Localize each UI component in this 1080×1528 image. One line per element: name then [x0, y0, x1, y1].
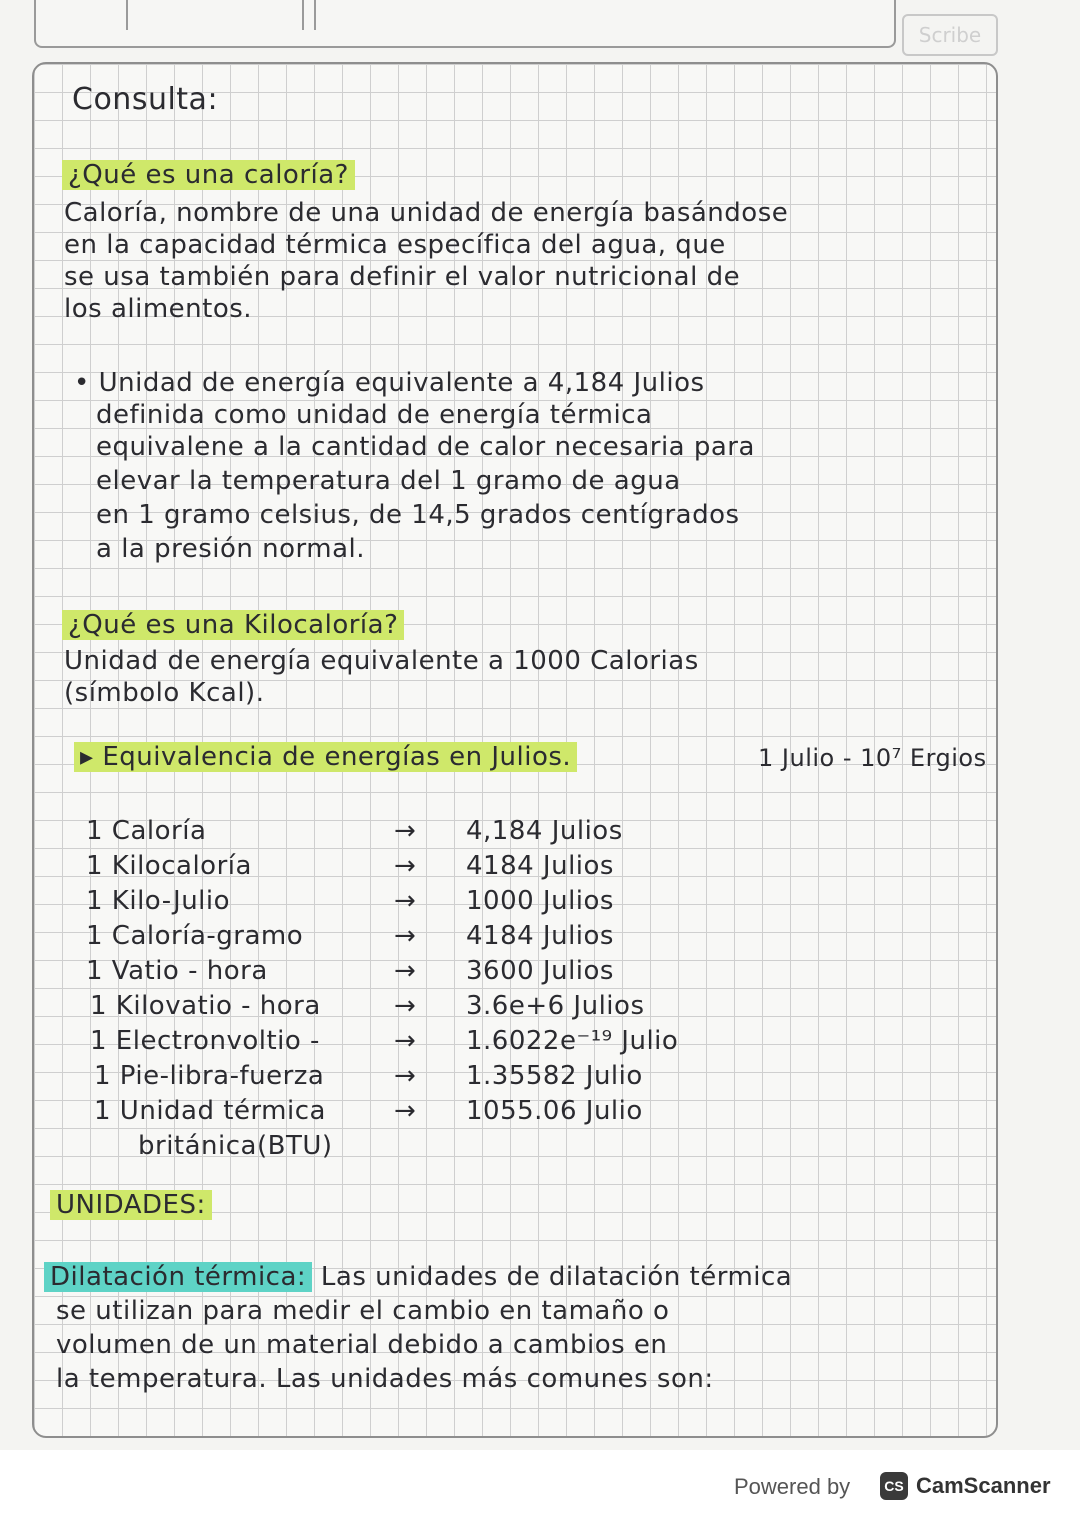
paragraph-line: (símbolo Kcal). [64, 678, 265, 708]
equivalence-unit: 1 Pie-libra-fuerza [94, 1061, 325, 1091]
equivalence-arrow: → [394, 1061, 417, 1091]
paragraph-line: los alimentos. [64, 294, 253, 324]
equivalence-arrow: → [394, 1026, 417, 1056]
equivalence-arrow: → [394, 991, 417, 1021]
equivalence-value: 1055.06 Julio [466, 1096, 643, 1126]
equivalence-value: 3.6e+6 Julios [466, 991, 645, 1021]
paragraph-line: Caloría, nombre de una unidad de energía basándose [64, 198, 789, 228]
equivalence-value: 3600 Julios [466, 956, 614, 986]
bullet-line: • Unidad de energía equivalente a 4,184 Julios [74, 368, 705, 398]
paragraph-line: la temperatura. Las unidades más comunes son: [56, 1364, 714, 1394]
bullet-line: elevar la temperatura del 1 gramo de agua [96, 466, 681, 496]
camscanner-brand: CamScanner [916, 1473, 1051, 1498]
paragraph-line: en la capacidad térmica específica del agua, que [64, 230, 726, 260]
julio-ergios-note: 1 Julio - 10⁷ Ergios [758, 744, 987, 772]
bullet-line: en 1 gramo celsius, de 14,5 grados centígrados [96, 500, 740, 530]
camscanner-logo-icon: CS [880, 1472, 908, 1500]
dilatacion-line: Dilatación térmica: Las unidades de dilatación térmica [44, 1262, 792, 1292]
equivalence-arrow: → [394, 816, 417, 846]
equivalence-arrow: → [394, 956, 417, 986]
equivalence-value: 1000 Julios [466, 886, 614, 916]
notebook-top-strip [34, 0, 896, 48]
equivalence-arrow: → [394, 886, 417, 916]
scribe-label: Scribe [902, 14, 998, 56]
equivalence-unit: 1 Kilovatio - hora [90, 991, 321, 1021]
equivalence-value: 1.35582 Julio [466, 1061, 643, 1091]
equivalence-unit: 1 Unidad térmica [94, 1096, 326, 1126]
equivalence-unit: 1 Caloría [86, 816, 207, 846]
equivalence-arrow: → [394, 851, 417, 881]
equivalence-arrow: → [394, 1096, 417, 1126]
page-title: Consulta: [72, 82, 219, 117]
equivalence-unit: 1 Kilo-Julio [86, 886, 231, 916]
question-caloria: ¿Qué es una caloría? [62, 160, 355, 190]
equivalence-value: 4,184 Julios [466, 816, 623, 846]
unidades-heading: UNIDADES: [50, 1190, 212, 1220]
question-kilocaloria: ¿Qué es una Kilocaloría? [62, 610, 404, 640]
equivalence-value: 1.6022e⁻¹⁹ Julio [466, 1026, 679, 1056]
bullet-line: a la presión normal. [96, 534, 366, 564]
equivalence-unit: 1 Electronvoltio - [90, 1026, 320, 1056]
bullet-line: definida como unidad de energía térmica [96, 400, 653, 430]
paragraph-line: se usa también para definir el valor nutricional de [64, 262, 741, 292]
paragraph-line: se utilizan para medir el cambio en tamaño o [56, 1296, 670, 1326]
equivalence-value: 4184 Julios [466, 851, 614, 881]
paragraph-line: volumen de un material debido a cambios en [56, 1330, 668, 1360]
equivalence-unit: 1 Kilocaloría [86, 851, 252, 881]
equivalence-unit: británica(BTU) [138, 1131, 333, 1161]
equivalence-unit: 1 Caloría-gramo [86, 921, 304, 951]
paragraph-line: Unidad de energía equivalente a 1000 Calorias [64, 646, 699, 676]
powered-by-text: Powered by [734, 1474, 851, 1499]
bullet-line: equivalene a la cantidad de calor necesaria para [96, 432, 755, 462]
equivalence-value: 4184 Julios [466, 921, 614, 951]
equivalence-unit: 1 Vatio - hora [86, 956, 268, 986]
equivalence-arrow: → [394, 921, 417, 951]
equivalencias-heading: ▸ Equivalencia de energías en Julios. [74, 742, 577, 772]
notebook-page [32, 62, 998, 1438]
